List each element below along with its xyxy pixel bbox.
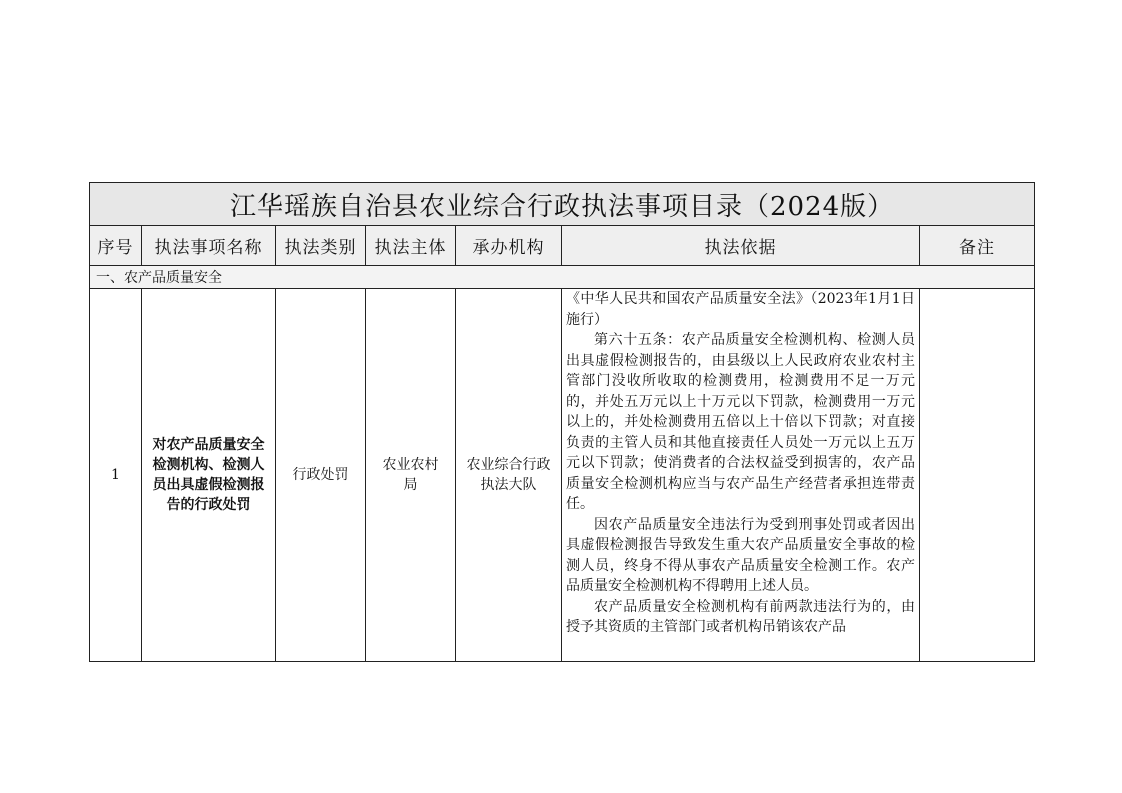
section-heading: 一、农产品质量安全	[90, 266, 1035, 289]
header-item-name: 执法事项名称	[142, 226, 276, 266]
basis-paragraph: 第六十五条：农产品质量安全检测机构、检测人员出具虚假检测报告的，由县级以上人民政府农业农村主管部门没收所收取的检测费用，检测费用不足一万元的，并处五万元以上十万元以下罚款，检测费用一万元以上的，并处检测费用五倍以上十倍以下罚款；对直接负责的主管人员和其他直接责任人员处一万元以上五万元以下罚款；使消费者的合法权益受到损害的，农产品质量安全检测机构应当与农产品生产经营者承担连带责任。	[566, 332, 915, 512]
basis-paragraph: 农产品质量安全检测机构有前两款违法行为的，由授予其资质的主管部门或者机构吊销该农产品	[566, 598, 915, 635]
basis-paragraph: 因农产品质量安全违法行为受到刑事处罚或者因出具虚假检测报告导致发生重大农产品质量安全事故的检测人员，终身不得从事农产品质量安全检测工作。农产品质量安全检测机构不得聘用上述人员。	[566, 516, 915, 594]
table-row	[90, 289, 1035, 662]
enforcement-catalog-table	[89, 182, 1035, 662]
row-remarks	[920, 289, 1035, 662]
row-item-name: 对农产品质量安全检测机构、检测人员出具虚假检测报告的行政处罚	[142, 289, 276, 662]
header-agency: 承办机构	[456, 226, 562, 266]
header-seq: 序号	[90, 226, 142, 266]
header-remarks: 备注	[920, 226, 1035, 266]
document-title: 江华瑶族自治县农业综合行政执法事项目录（2024版）	[90, 183, 1035, 226]
header-basis: 执法依据	[562, 226, 920, 266]
row-agency: 农业综合行政执法大队	[456, 289, 562, 662]
row-basis	[562, 289, 920, 662]
header-category: 执法类别	[276, 226, 366, 266]
row-category: 行政处罚	[276, 289, 366, 662]
row-subject: 农业农村局	[366, 289, 456, 662]
header-subject: 执法主体	[366, 226, 456, 266]
basis-law-title: 《中华人民共和国农产品质量安全法》（2023年1月1日施行）	[566, 291, 915, 328]
row-seq: 1	[90, 289, 142, 662]
